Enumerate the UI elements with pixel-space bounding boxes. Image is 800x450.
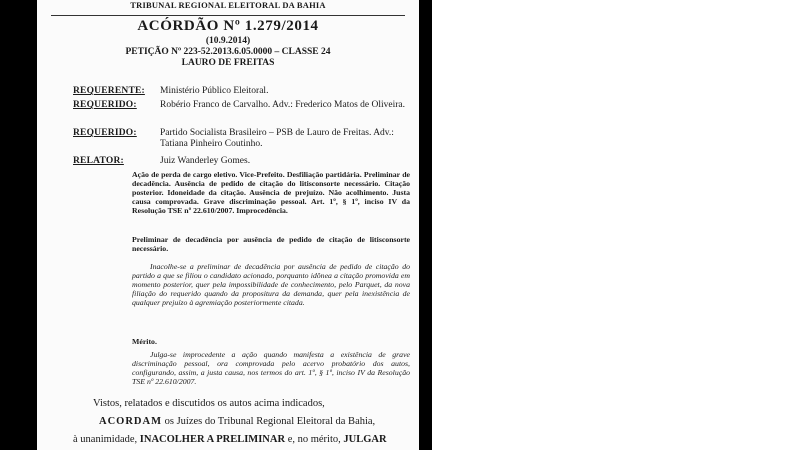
body-line-3-b: e, no mérito, <box>285 434 344 445</box>
preliminar-text: Inacolhe-se a preliminar de decadência por ausência de pedido de citação do partido a que se filiou o candidato acionado, porquanto idônea a citação promovida em momento posterior, quer pela impossibilidade de conhecimento, pelo Parquet, da nova filiação do requerido quando da propositura da demanda, quer pela inexistência de qualquer prejuízo à agremiação posteriormente citada. <box>132 262 410 308</box>
body-line-3 <box>73 434 387 445</box>
header-rule <box>51 15 405 16</box>
merito-title: Mérito. <box>132 337 157 346</box>
ementa-summary: Ação de perda de cargo eletivo. Vice-Prefeito. Desfiliação partidária. Preliminar de decadência. Ausência de pedido de citação do litisconsorte necessário. Citação posterior. Idoneidade da citação. Ausência de prejuízo. Não acolhimento. Justa causa comprovada. Grave discriminação pessoal. Art. 1º, § 1º, inciso IV da Resolução TSE nº 22.610/2007. Improcedência. <box>132 170 410 216</box>
blank-panel <box>432 0 800 450</box>
body-line-2-rest: os Juízes do Tribunal Regional Eleitoral da Bahia, <box>162 416 376 427</box>
body-line-2 <box>99 416 375 427</box>
requerido-label-2: REQUERIDO: <box>73 128 137 138</box>
relator-value: Juiz Wanderley Gomes. <box>160 156 251 166</box>
acordam-word: ACORDAM <box>99 416 162 427</box>
requerido-value-2: Partido Socialista Brasileiro – PSB de Lauro de Freitas. Adv.: Tatiana Pinheiro Coutinho. <box>160 128 394 149</box>
body-line-1: Vistos, relatados e discutidos os autos acima indicados, <box>93 398 325 409</box>
decision-title: ACÓRDÃO Nº 1.279/2014 <box>137 18 319 34</box>
petition-number: PETIÇÃO Nº 223-52.2013.6.05.0000 – CLASSE 24 <box>125 47 331 57</box>
relator-label: RELATOR: <box>73 156 124 166</box>
requerido-value-1: Robério Franco de Carvalho. Adv.: Frederico Matos de Oliveira. <box>160 100 406 110</box>
document-page <box>37 0 419 450</box>
body-line-3-a: à unanimidade, <box>73 434 140 445</box>
requerido-label-1: REQUERIDO: <box>73 100 137 110</box>
place-name: LAURO DE FREITAS <box>181 58 275 68</box>
requerente-label: REQUERENTE: <box>73 86 145 96</box>
inacolher-preliminar: INACOLHER A PRELIMINAR <box>139 434 286 445</box>
decision-date: (10.9.2014) <box>205 36 251 46</box>
requerente-value: Ministério Público Eleitoral. <box>160 86 269 96</box>
julgar-word: JULGAR <box>343 434 387 445</box>
preliminar-title: Preliminar de decadência por ausência de pedido de citação de litisconsorte necessário. <box>132 235 410 254</box>
merito-text: Julga-se improcedente a ação quando manifesta a existência de grave discriminação pessoal, ora comprovada pelo acervo probatório dos autos, configurando, assim, a justa causa, nos termos do art. 1º, § 1º, inciso IV da Resolução TSE nº 22.610/2007. <box>132 350 410 387</box>
court-name: TRIBUNAL REGIONAL ELEITORAL DA BAHIA <box>130 0 326 10</box>
